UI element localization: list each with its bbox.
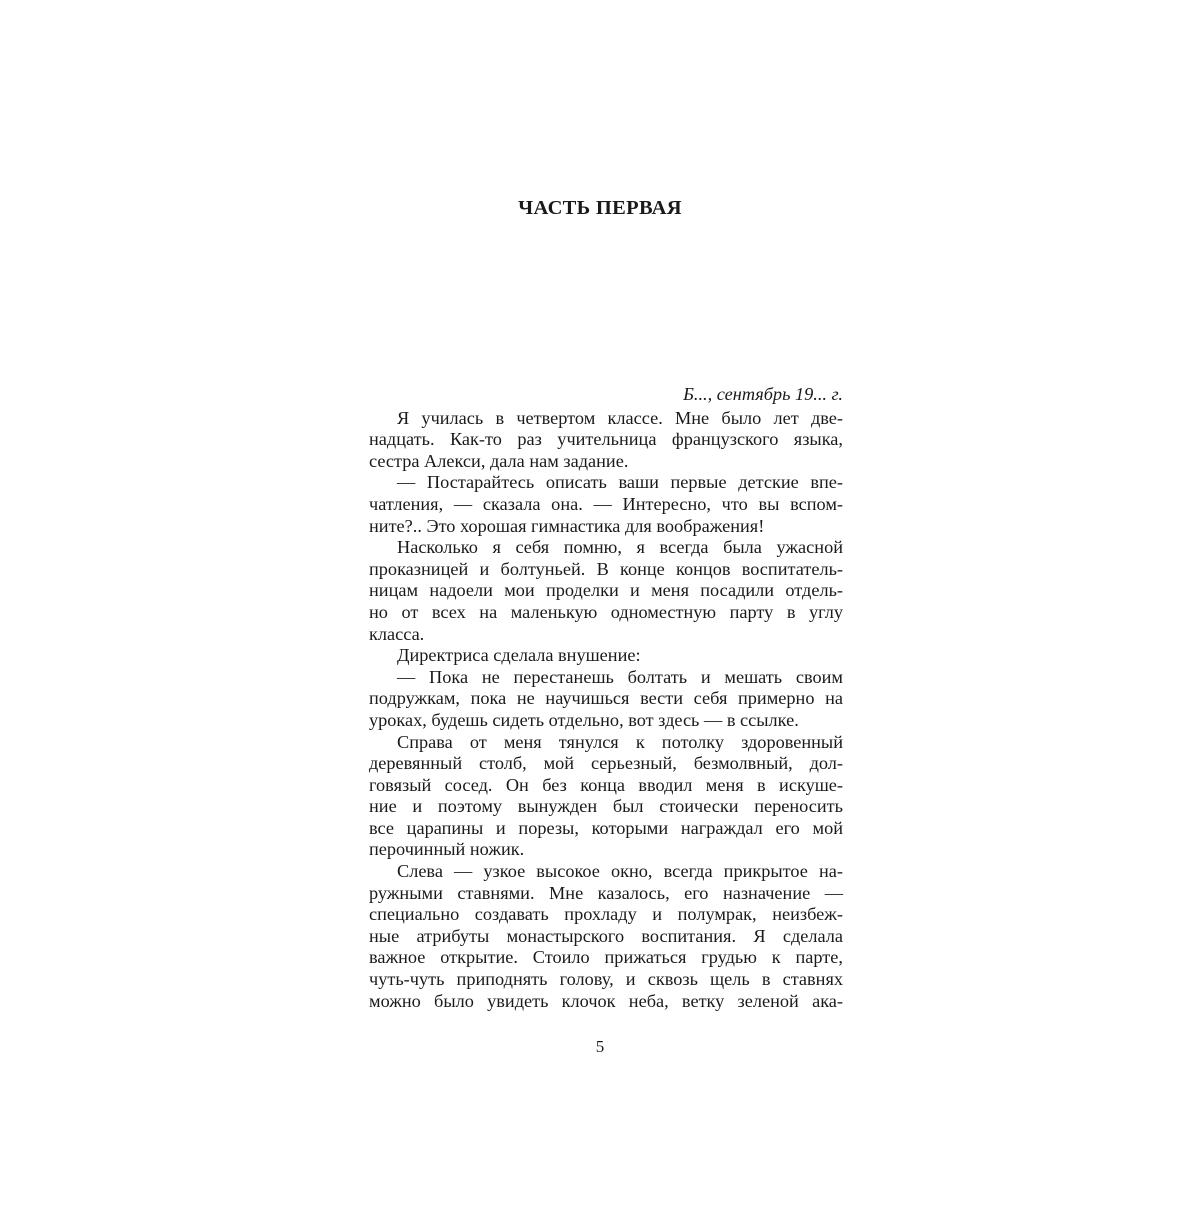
text-line: уроках, будешь сидеть отдельно, вот здесь — в ссылке. — [369, 709, 799, 730]
text-line: все царапины и порезы, которыми награждал его мой — [369, 817, 843, 838]
text-line: специально создавать прохладу и полумрак, неизбеж- — [369, 904, 843, 925]
part-heading: ЧАСТЬ ПЕРВАЯ — [518, 197, 682, 219]
text-line: Справа от меня тянулся к потолку здоровенный — [397, 731, 843, 752]
text-line: чуть-чуть приподнять голову, и сквозь щель в ставнях — [369, 969, 843, 990]
text-line: надцать. Как-то раз учительница французского языка, — [369, 429, 843, 450]
text-line: но от всех на маленькую одноместную парту в углу — [369, 601, 843, 622]
text-line: — Пока не перестанешь болтать и мешать своим — [397, 666, 843, 687]
text-line: Я училась в четвертом классе. Мне было лет две- — [397, 407, 843, 428]
text-line: ните?.. Это хорошая гимнастика для воображения! — [369, 515, 765, 536]
text-line: Слева — узкое высокое окно, всегда прикрытое на- — [397, 861, 843, 882]
text-line: сестра Алекси, дала нам задание. — [369, 450, 629, 471]
text-line: ние и поэтому вынужден был стоически переносить — [369, 796, 843, 817]
text-line: — Постарайтесь описать ваши первые детские впе- — [397, 472, 843, 493]
text-line: можно было увидеть клочок неба, ветку зеленой ака- — [369, 990, 843, 1011]
text-line: ружными ставнями. Мне казалось, его назначение — — [369, 882, 843, 903]
body-text — [369, 384, 843, 1012]
text-line: ницам надоели мои проделки и меня посадили отдель- — [369, 580, 843, 601]
text-line: подружкам, пока не научишься вести себя примерно на — [369, 688, 843, 709]
text-line: важное открытие. Стоило прижаться грудью к парте, — [369, 947, 843, 968]
text-line: ные атрибуты монастырского воспитания. Я сделала — [369, 925, 843, 946]
page-number: 5 — [595, 1037, 605, 1056]
text-lines — [369, 408, 843, 1013]
text-line: перочинный ножик. — [369, 839, 525, 860]
text-line: Директриса сделала внушение: — [397, 645, 641, 666]
dateline: Б..., сентябрь 19... г. — [683, 384, 843, 404]
text-line: класса. — [369, 623, 425, 644]
text-line: чатления, — сказала она. — Интересно, что вы вспом- — [369, 493, 843, 514]
text-line: говязый сосед. Он без конца вводил меня в искуше- — [369, 774, 843, 795]
text-line: деревянный столб, мой серьезный, безмолвный, дол- — [369, 753, 843, 774]
text-line: проказницей и болтуньей. В конце концов воспитатель- — [369, 558, 843, 579]
text-line: Насколько я себя помню, я всегда была ужасной — [397, 537, 843, 558]
